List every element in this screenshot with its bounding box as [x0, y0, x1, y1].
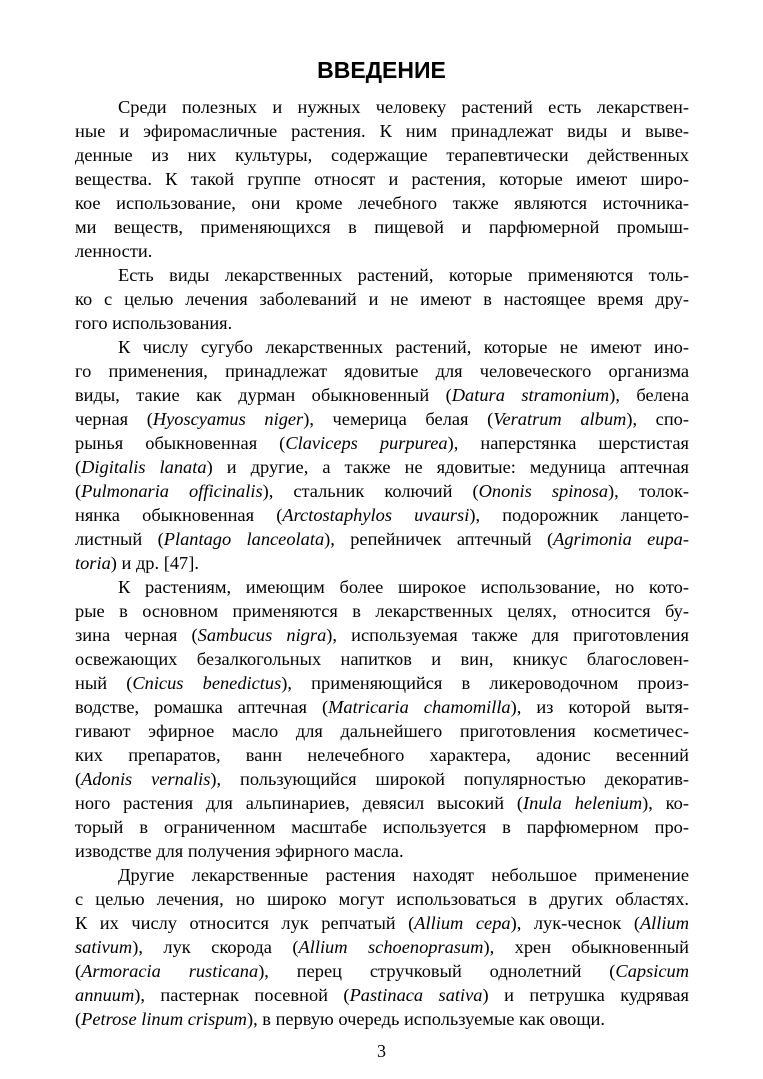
text-run: Другие лекарственные растения находят небольшое применение — [118, 865, 689, 885]
text-run: ( — [75, 769, 82, 789]
text-run: го применения, принадлежат ядовитые для человеческого организма — [75, 361, 689, 381]
latin-name: Allium schoenoprasum — [298, 937, 484, 957]
text-line — [75, 551, 689, 575]
text-run: гивают эфирное масло для дальнейшего приготовления косметичес- — [75, 721, 689, 741]
text-line — [118, 335, 689, 359]
text-line — [75, 935, 689, 959]
text-line — [75, 287, 689, 311]
text-line — [75, 167, 689, 191]
page-title: ВВЕДЕНИЕ — [317, 57, 446, 83]
latin-name: Agrimonia eupa- — [553, 529, 689, 549]
text-run: Среди полезных и нужных человеку растений есть лекарствен- — [118, 97, 689, 117]
text-run: ми веществ, применяющихся в пищевой и парфюмерной промыш- — [75, 217, 689, 237]
text-run: ), в первую очередь используемые как овощи. — [246, 1009, 605, 1029]
latin-name: Ononis spinosa — [478, 481, 609, 501]
text-run: ), перец стручковый однолетний ( — [258, 961, 616, 981]
text-run: К числу сугубо лекарственных растений, которые не имеют ино- — [118, 337, 689, 357]
text-line — [75, 671, 689, 695]
latin-name: Capsicum — [615, 961, 689, 981]
text-run: ), подорожник ланцето- — [469, 505, 689, 525]
text-run: ( — [75, 1009, 82, 1029]
text-line — [75, 719, 689, 743]
latin-name: Allium — [639, 913, 689, 933]
text-run: ), применяющийся в ликероводочном произ- — [281, 673, 689, 693]
text-run: ) и др. [47]. — [110, 553, 199, 573]
latin-name: Datura stramonium — [451, 385, 610, 405]
text-run: ) и другие, а также не ядовитые: медуница аптечная — [206, 457, 689, 477]
text-run: нянка обыкновенная ( — [75, 505, 283, 525]
text-run: ), ко- — [642, 793, 689, 813]
text-run: денные из них культуры, содержащие терапевтически действенных — [75, 145, 689, 165]
text-line — [75, 143, 689, 167]
text-run: ких препаратов, ванн нелечебного характера, адонис весенний — [75, 745, 689, 765]
text-run: ), толок- — [608, 481, 689, 501]
text-line — [75, 983, 689, 1007]
text-line — [75, 815, 689, 839]
text-run: рынья обыкновенная ( — [75, 433, 286, 453]
text-line — [75, 623, 689, 647]
latin-name: annuum — [75, 985, 135, 1005]
latin-name: Adonis vernalis — [81, 769, 211, 789]
text-line — [75, 887, 689, 911]
text-line — [75, 359, 689, 383]
text-line — [75, 191, 689, 215]
text-run: зина черная ( — [75, 625, 198, 645]
text-run: К их числу относится лук репчатый ( — [75, 913, 415, 933]
text-line — [75, 959, 689, 983]
text-run: черная ( — [75, 409, 153, 429]
text-run: изводстве для получения эфирного масла. — [75, 841, 404, 861]
text-run: освежающих безалкогольных напитков и вин, кникус благословен- — [75, 649, 689, 669]
text-run: с целью лечения, но широко могут использоваться в других областях. — [75, 889, 689, 909]
text-run: ко с целью лечения заболеваний и не имеют в настоящее время дру- — [75, 289, 689, 309]
latin-name: Arctostaphylos uvaursi — [282, 505, 470, 525]
page-number: 3 — [377, 1041, 386, 1061]
text-run: ), чемерица белая ( — [303, 409, 494, 429]
text-line — [118, 95, 689, 119]
text-line — [75, 479, 689, 503]
latin-name: Cnicus benedictus — [132, 673, 282, 693]
text-line — [75, 311, 689, 335]
text-line — [118, 863, 689, 887]
text-line — [75, 239, 689, 263]
latin-name: Petrose linum crispum — [81, 1009, 247, 1029]
text-line — [75, 791, 689, 815]
latin-name: Pulmonaria officinalis — [81, 481, 263, 501]
text-line — [75, 839, 689, 863]
latin-name: Inula helenium — [523, 793, 643, 813]
latin-name: Pastinaca sativa — [349, 985, 483, 1005]
latin-name: Armoracia rusticana — [81, 961, 259, 981]
latin-name: Digitalis lanata — [81, 457, 207, 477]
text-run: рые в основном применяются в лекарственных целях, относится бу- — [75, 601, 689, 621]
latin-name: Matricaria chamomilla — [328, 697, 511, 717]
text-line — [75, 695, 689, 719]
text-run: ный ( — [75, 673, 133, 693]
text-run: ( — [75, 481, 82, 501]
latin-name: Plantago lanceolata — [163, 529, 325, 549]
text-run: ), стальник колючий ( — [262, 481, 479, 501]
text-run: ные и эфиромасличные растения. К ним принадлежат виды и выве- — [75, 121, 689, 141]
latin-name: Hyoscyamus niger — [152, 409, 304, 429]
text-line — [75, 503, 689, 527]
text-run: ), белена — [609, 385, 689, 405]
text-line — [118, 575, 689, 599]
text-run: ), пастернак посевной ( — [134, 985, 350, 1005]
text-line — [118, 263, 689, 287]
text-line — [75, 743, 689, 767]
text-line — [75, 599, 689, 623]
text-run: ), хрен обыкновенный — [483, 937, 689, 957]
text-run: ), лук скорода ( — [132, 937, 299, 957]
text-line — [75, 911, 689, 935]
text-run: вещества. К такой группе относят и растения, которые имеют широ- — [75, 169, 689, 189]
text-run: ), наперстянка шерстистая — [447, 433, 690, 453]
text-line — [75, 455, 689, 479]
text-run: ) и петрушка кудрявая — [482, 985, 689, 1005]
text-run: ), спо- — [626, 409, 689, 429]
latin-name: sativum — [75, 937, 133, 957]
text-run: ( — [75, 961, 82, 981]
text-run: ), репейничек аптечный ( — [324, 529, 554, 549]
text-run: виды, такие как дурман обыкновенный ( — [75, 385, 452, 405]
text-run: гого использования. — [75, 313, 233, 333]
text-line — [75, 767, 689, 791]
text-line — [75, 527, 689, 551]
text-run: ), используемая также для приготовления — [326, 625, 689, 645]
text-run: кое использование, они кроме лечебного также являются источника- — [75, 193, 689, 213]
text-run: ( — [75, 457, 82, 477]
text-run: ), пользующийся широкой популярностью декоратив- — [210, 769, 689, 789]
latin-name: toria — [75, 553, 111, 573]
text-line — [75, 431, 689, 455]
latin-name: Veratrum album — [493, 409, 627, 429]
text-line — [75, 215, 689, 239]
text-line — [75, 383, 689, 407]
text-run: ), лук-чеснок ( — [510, 913, 640, 933]
text-line — [75, 407, 689, 431]
text-run: листный ( — [75, 529, 164, 549]
text-run: ного растения для альпинариев, девясил высокий ( — [75, 793, 524, 813]
text-run: К растениям, имеющим более широкое использование, но кото- — [118, 577, 689, 597]
text-line — [75, 119, 689, 143]
text-run: ), из которой вытя- — [510, 697, 689, 717]
text-run: ленности. — [75, 241, 153, 261]
latin-name: Allium cepa — [414, 913, 511, 933]
text-run: торый в ограниченном масштабе используется в парфюмерном про- — [75, 817, 689, 837]
text-line — [75, 647, 689, 671]
text-run: водстве, ромашка аптечная ( — [75, 697, 329, 717]
latin-name: Claviceps purpurea — [285, 433, 448, 453]
latin-name: Sambucus nigra — [197, 625, 327, 645]
text-line — [75, 1007, 689, 1031]
text-run: Есть виды лекарственных растений, которые применяются толь- — [118, 265, 689, 285]
